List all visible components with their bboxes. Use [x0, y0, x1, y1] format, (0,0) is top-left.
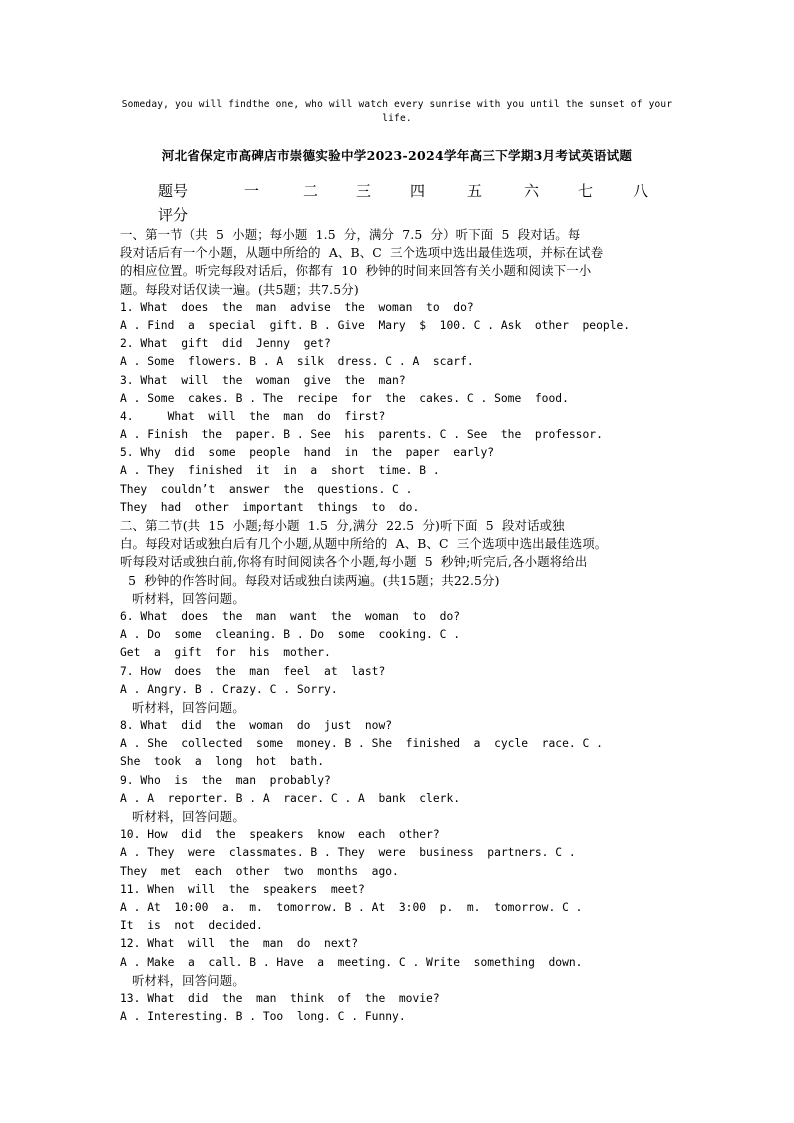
section-2-instructions: 听每段对话或独白前,你将有时间阅读各个小题,每小题 5 秒钟;听完后,各小题将给出 [120, 554, 588, 570]
answer-options: Get a gift for his mother. [120, 646, 331, 660]
section-2-instructions: 二、第二节(共 15 小题;每小题 1.5 分,满分 22.5 分)听下面 5 段对话或独 [120, 518, 565, 533]
answer-options: A . She collected some money. B . She finished a cycle race. C . [120, 737, 603, 751]
listening-prompt: 听材料，回答问题。 [132, 590, 245, 606]
answer-options: A . Find a special gift. B . Give Mary $ 100. C . Ask other people. [120, 318, 631, 332]
section-1-instructions: 段对话后有一个小题，从题中所给的 A、B、C 三个选项中选出最佳选项，并标在试卷 [120, 245, 604, 261]
score-col-7: 七 [578, 182, 594, 200]
listening-prompt: 听材料，回答问题。 [132, 699, 245, 715]
question-text: 1. What does the man advise the woman to do? [120, 300, 474, 314]
exam-title: 河北省保定市高碑店市崇德实验中学2023-2024学年高三下学期3月考试英语试题 [161, 148, 633, 163]
question-text: 2. What gift did Jenny get? [120, 337, 331, 351]
answer-options: She took a long hot bath. [120, 755, 325, 769]
score-col-5: 五 [467, 182, 483, 200]
question-text: 13. What did the man think of the movie? [120, 991, 440, 1005]
answer-options: A . Make a call. B . Have a meeting. C . Write something down. [120, 955, 583, 969]
score-col-8: 八 [633, 182, 649, 200]
score-col-4: 四 [410, 182, 426, 200]
answer-options: They had other important things to do. [120, 500, 420, 514]
listening-prompt: 听材料，回答问题。 [132, 809, 245, 824]
question-text: 11. When will the speakers meet? [120, 882, 365, 896]
question-text: 10. How did the speakers know each other? [120, 828, 440, 842]
section-2-instructions: 5 秒钟的作答时间。每段对话或独白读两遍。(共15题；共22.5分) [120, 572, 500, 588]
answer-options: They met each other two months ago. [120, 864, 399, 878]
answer-options: A . At 10:00 a. m. tomorrow. B . At 3:00 p. m. tomorrow. C . [120, 900, 583, 914]
question-text: 4. What will the man do first? [120, 409, 386, 423]
score-table-score-label: 评分 [158, 206, 189, 224]
listening-prompt: 听材料，回答问题。 [132, 972, 245, 988]
answer-options: It is not decided. [120, 919, 263, 933]
answer-options: A . Do some cleaning. B . Do some cooking. C . [120, 628, 461, 642]
score-col-3: 三 [356, 182, 372, 200]
question-text: 8. What did the woman do just now? [120, 719, 393, 733]
score-col-2: 二 [303, 182, 319, 200]
question-text: 5. Why did some people hand in the paper early? [120, 446, 495, 460]
answer-options: A . Interesting. B . Too long. C . Funny. [120, 1010, 406, 1024]
question-text: 7. How does the man feel at last? [120, 664, 386, 678]
answer-options: A . Finish the paper. B . See his parents. C . See the professor. [120, 428, 603, 442]
exam-content [120, 226, 680, 1026]
answer-options: They couldn’t answer the questions. C . [120, 482, 413, 496]
section-2-instructions: 白。每段对话或独白后有几个小题,从题中所给的 A、B、C 三个选项中选出最佳选项。 [120, 536, 608, 552]
section-1-instructions: 的相应位置。听完每段对话后，你都有 10 秒钟的时间来回答有关小题和阅读下一小 [120, 263, 592, 279]
question-text: 12. What will the man do next? [120, 937, 359, 951]
section-1-instructions: 题。每段对话仅读一遍。(共5题；共7.5分) [120, 281, 359, 297]
score-col-6: 六 [524, 182, 540, 200]
score-table-header-label: 题号 [158, 182, 189, 200]
question-text: 6. What does the man want the woman to do? [120, 609, 461, 623]
answer-options: A . They were classmates. B . They were business partners. C . [120, 846, 576, 860]
question-text: 3. What will the woman give the man? [120, 373, 406, 387]
answer-options: A . A reporter. B . A racer. C . A bank clerk. [120, 791, 461, 805]
score-col-1: 一 [244, 182, 260, 200]
question-text: 9. Who is the man probably? [120, 773, 331, 787]
answer-options: A . Some flowers. B . A silk dress. C . A scarf. [120, 355, 474, 369]
page-motto: Someday, you will findthe one, who will watch every sunrise with you until the sunset of your life. [121, 99, 673, 124]
answer-options: A . Some cakes. B . The recipe for the cakes. C . Some food. [120, 391, 569, 405]
section-1-instructions: 一、第一节（共 5 小题；每小题 1.5 分，满分 7.5 分）听下面 5 段对话。每 [120, 227, 581, 242]
answer-options: A . Angry. B . Crazy. C . Sorry. [120, 682, 338, 696]
answer-options: A . They finished it in a short time. B . [120, 464, 440, 478]
